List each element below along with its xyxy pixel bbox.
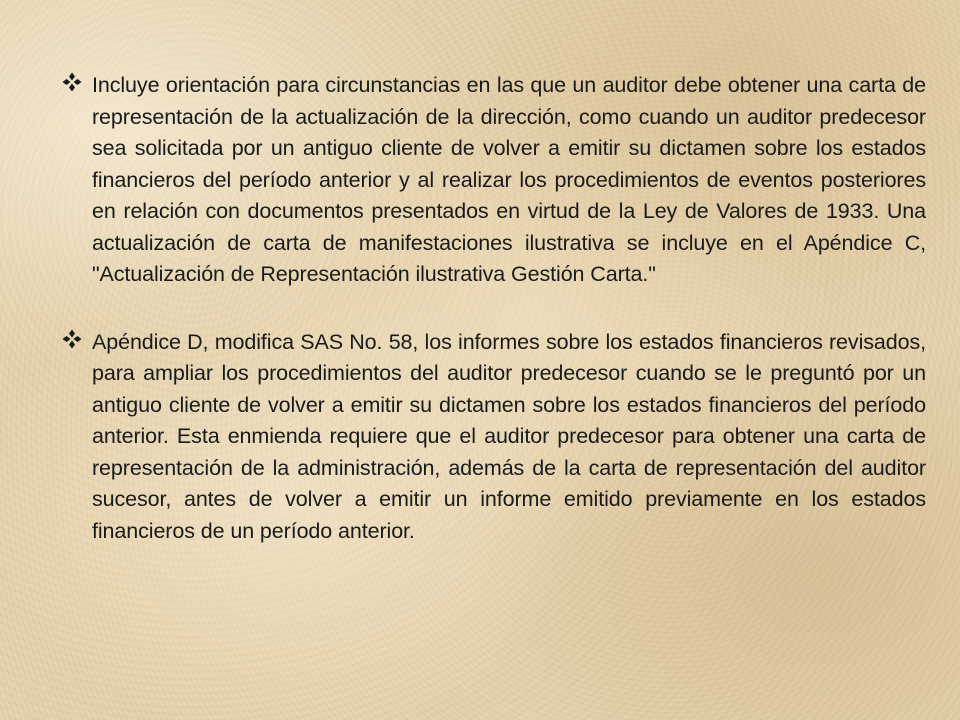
bullet-text: Apéndice D, modifica SAS No. 58, los informes sobre los estados financieros revisados, para ampliar los procedimientos del auditor predecesor cuando se le preguntó por un antiguo cliente de volver a emitir su dictamen sobre los estados financieros del período anterior. Esta enmienda requiere que el auditor predecesor para obtener una carta de representación de la administración, además de la carta de representación del auditor sucesor, antes de volver a emitir un informe emitido previamente en los estados financieros de un período anterior.	[92, 329, 926, 543]
diamond-quad-bullet-icon	[62, 72, 82, 92]
bullet-item-1	[62, 70, 926, 291]
diamond-quad-bullet-icon	[62, 329, 82, 349]
bullet-item-2	[62, 327, 926, 548]
bullet-text: Incluye orientación para circunstancias en las que un auditor debe obtener una carta de representación de la actualización de la dirección, como cuando un auditor predecesor sea solicitada por un antiguo cliente de volver a emitir su dictamen sobre los estados financieros del período anterior y al realizar los procedimientos de eventos posteriores en relación con documentos presentados en virtud de la Ley de Valores de 1933. Una actualización de carta de manifestaciones ilustrativa se incluye en el Apéndice C, "Actualización de Representación ilustrativa Gestión Carta."	[92, 73, 926, 286]
